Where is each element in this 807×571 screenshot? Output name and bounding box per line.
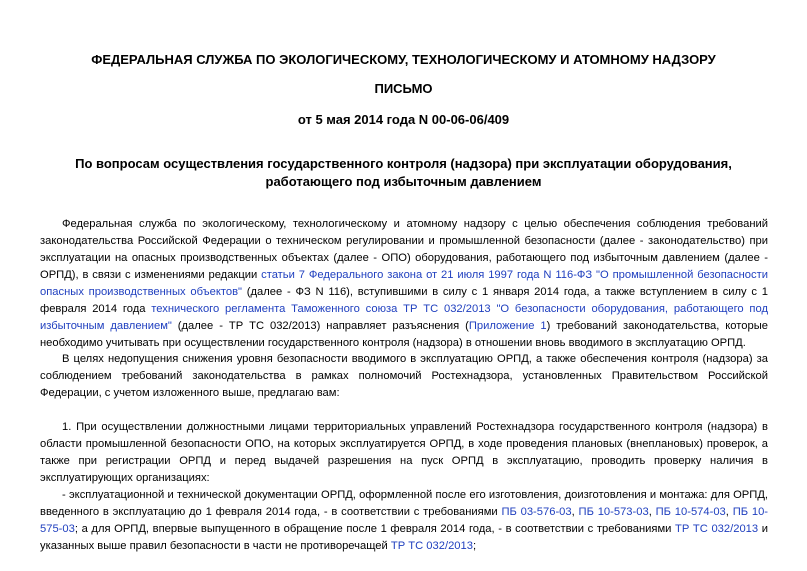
document-subject: По вопросам осуществления государственного контроля (надзора) при эксплуатации оборудования, работающего под избыточным давлением	[75, 156, 732, 189]
paragraph-text: (далее - ТР ТС 032/2013) направляет разъяснения (	[171, 320, 469, 332]
document-type: ПИСЬМО	[374, 81, 433, 96]
link-pb-10-575-03[interactable]: ПБ 10-575-03	[40, 506, 769, 535]
separator: ,	[648, 506, 656, 518]
link-appendix-1[interactable]: Приложение 1	[468, 320, 547, 332]
link-tr-ts-032-2013-second[interactable]: ТР ТС 032/2013	[390, 540, 473, 552]
link-pb-10-574-03[interactable]: ПБ 10-574-03	[655, 506, 726, 518]
paragraph-text: и указанных выше правил безопасности в части не противоречащей	[40, 523, 768, 552]
document-date-number: от 5 мая 2014 года N 00-06-06/409	[297, 112, 510, 127]
link-tr-ts-032-2013-title[interactable]: технического регламента Таможенного союза ТР ТС 032/2013 "О безопасности оборудования, работающего под избыточным давлением"	[40, 303, 768, 332]
separator: ,	[725, 506, 733, 518]
paragraph-text: В целях недопущения снижения уровня безопасности вводимого в эксплуатацию ОРПД, а также обеспечения контроля (надзора) за соблюдением требований законодательства в рамках полномочий Ростехнадзора, установленных Правительством Российской Федерации, с учетом изложенного выше, предлагаю вам:	[40, 353, 768, 399]
paragraph-documentation	[40, 487, 768, 555]
paragraph-text: Федеральная служба по экологическому, технологическому и атомному надзору с целью обеспечения соблюдения требований законодательства Российской Федерации о техническом регулировании и промышленной безопасности (далее - законодательство) при эксплуатации на опасных производственных объектах (далее - ОПО) оборудования, работающего под избыточным давлением (далее - ОРПД), в связи с изменениями редакции	[40, 218, 768, 281]
paragraph-purpose	[40, 351, 768, 402]
paragraph-text: ) требований законодательства, которые необходимо учитывать при осуществлении государственного контроля (надзора) в отношении вновь вводимого в эксплуатацию ОРПД.	[40, 320, 768, 349]
link-tr-ts-032-2013[interactable]: ТР ТС 032/2013	[675, 523, 759, 535]
paragraph-text: 1. При осуществлении должностными лицами территориальных управлений Ростехнадзора государственного контроля (надзора) в области промышленной безопасности ОПО, на которых эксплуатируется ОРПД, в ходе проведения плановых (внеплановых) проверок, а также при регистрации ОРПД и перед выдачей разрешения на пуск ОРПД в эксплуатацию, проводить проверку наличия в эксплуатирующих организациях:	[40, 421, 768, 484]
paragraph-intro	[40, 216, 768, 352]
agency-title: ФЕДЕРАЛЬНАЯ СЛУЖБА ПО ЭКОЛОГИЧЕСКОМУ, ТЕХНОЛОГИЧЕСКОМУ И АТОМНОМУ НАДЗОРУ	[91, 52, 716, 67]
paragraph-text: - эксплуатационной и технической документации ОРПД, оформленной после его изготовления, доизготовления и монтажа: для ОРПД, введенного в эксплуатацию до 1 февраля 2014 года, - в соответствии с требованиями	[40, 489, 768, 518]
separator: ,	[571, 506, 579, 518]
paragraph-text: ;	[472, 540, 477, 552]
paragraph-text: (далее - ФЗ N 116), вступившими в силу с 1 января 2014 года, а также вступлением в силу с 1 февраля 2014 года	[40, 286, 768, 315]
link-federal-law-116[interactable]: статьи 7 Федерального закона от 21 июля 1997 года N 116-ФЗ "О промышленной безопасности опасных производственных объектов"	[40, 269, 768, 298]
paragraph-text: ; а для ОРПД, впервые выпущенного в обращение после 1 февраля 2014 года, - в соответствии с требованиями	[74, 523, 675, 535]
link-pb-03-576-03[interactable]: ПБ 03-576-03	[501, 506, 572, 518]
paragraph-item-1	[40, 419, 768, 487]
link-pb-10-573-03[interactable]: ПБ 10-573-03	[578, 506, 649, 518]
